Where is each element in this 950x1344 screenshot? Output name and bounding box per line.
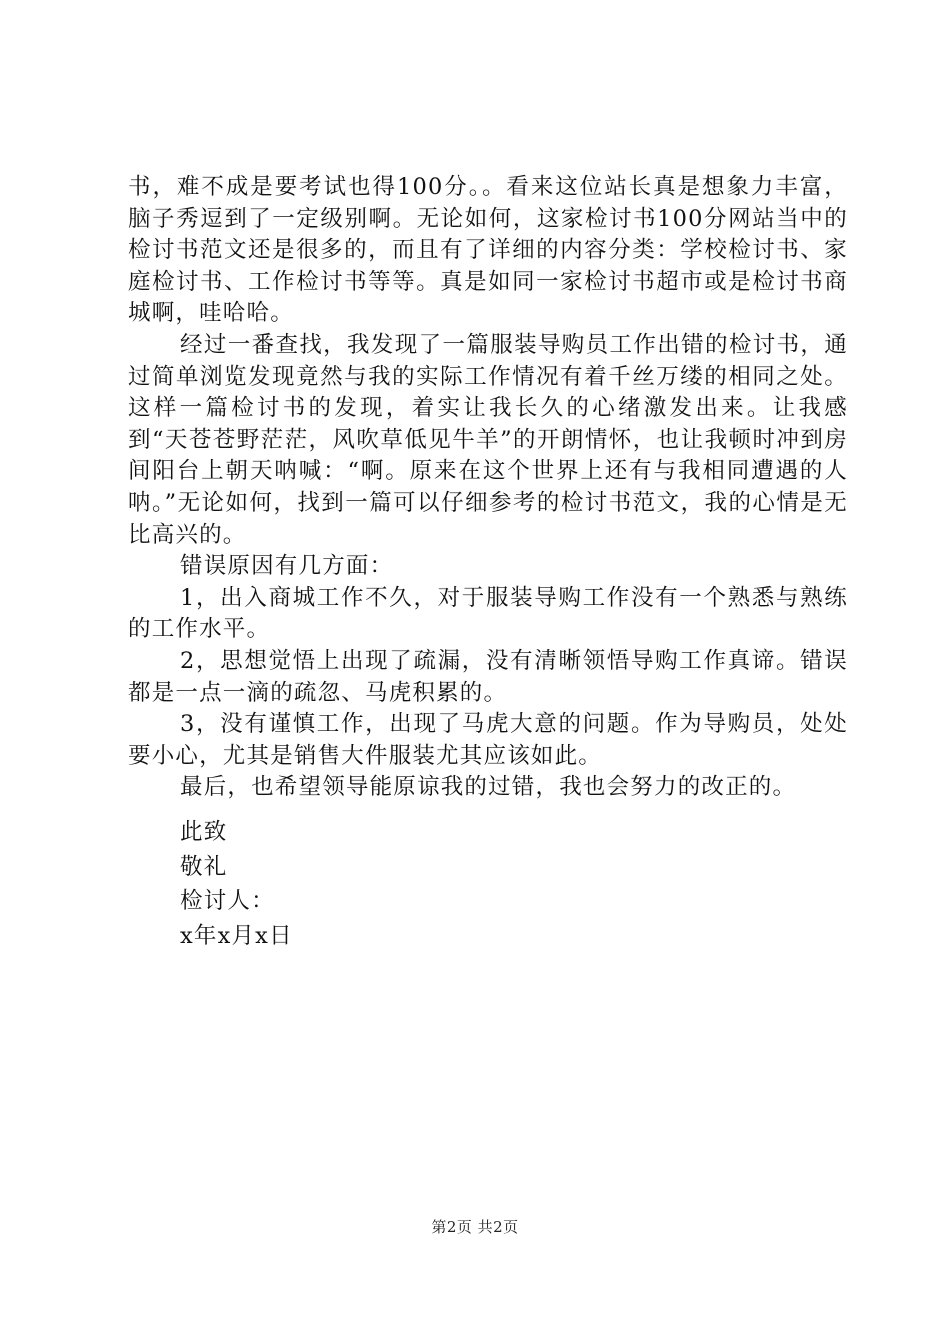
paragraph-reason-3: 3，没有谨慎工作，出现了马虎大意的问题。作为导购员，处处要小心，尤其是销售大件服装尤其应该如此。 (128, 711, 848, 769)
paragraph-reason-2: 2，思想觉悟上出现了疏漏，没有清晰领悟导购工作真谛。错误都是一点一滴的疏忽、马虎积累的。 (128, 647, 848, 706)
closing-regards: 敬礼 (180, 853, 228, 880)
paragraph-reasons-heading: 错误原因有几方面： (180, 553, 394, 580)
document-body (128, 172, 848, 804)
paragraph-discovery: 经过一番查找，我发现了一篇服装导购员工作出错的检讨书，通过简单浏览发现竟然与我的实际工作情况有着千丝万缕的相同之处。这样一篇检讨书的发现，着实让我长久的心绪激发出来。让我感到“天苍苍野茫茫，风吹草低见牛羊”的开朗情怀，也让我顿时冲到房间阳台上朝天呐喊：“啊。原来在这个世界上还有与我相同遭遇的人呐。”无论如何，找到一篇可以仔细参考的检讨书范文，我的心情是无比高兴的。 (128, 331, 848, 548)
page-footer: 第2页 共2页 (431, 1218, 519, 1236)
paragraph-reason-1: 1，出入商城工作不久，对于服装导购工作没有一个熟悉与熟练的工作水平。 (128, 584, 848, 643)
paragraph-conclusion: 最后，也希望领导能原谅我的过错，我也会努力的改正的。 (180, 774, 797, 801)
date-line: x年x月x日 (180, 922, 293, 949)
paragraph-continuation: 书，难不成是要考试也得100分。。看来这位站长真是想象力丰富，脑子秀逗到了一定级别啊。无论如何，这家检讨书100分网站当中的检讨书范文还是很多的，而且有了详细的内容分类：学校检讨书、家庭检讨书、工作检讨书等等。真是如同一家检讨书超市或是检讨书商城啊，哇哈哈。 (128, 174, 848, 327)
closing-block (180, 815, 293, 953)
closing-salutation: 此致 (180, 819, 228, 845)
signature-label: 检讨人： (180, 888, 275, 914)
